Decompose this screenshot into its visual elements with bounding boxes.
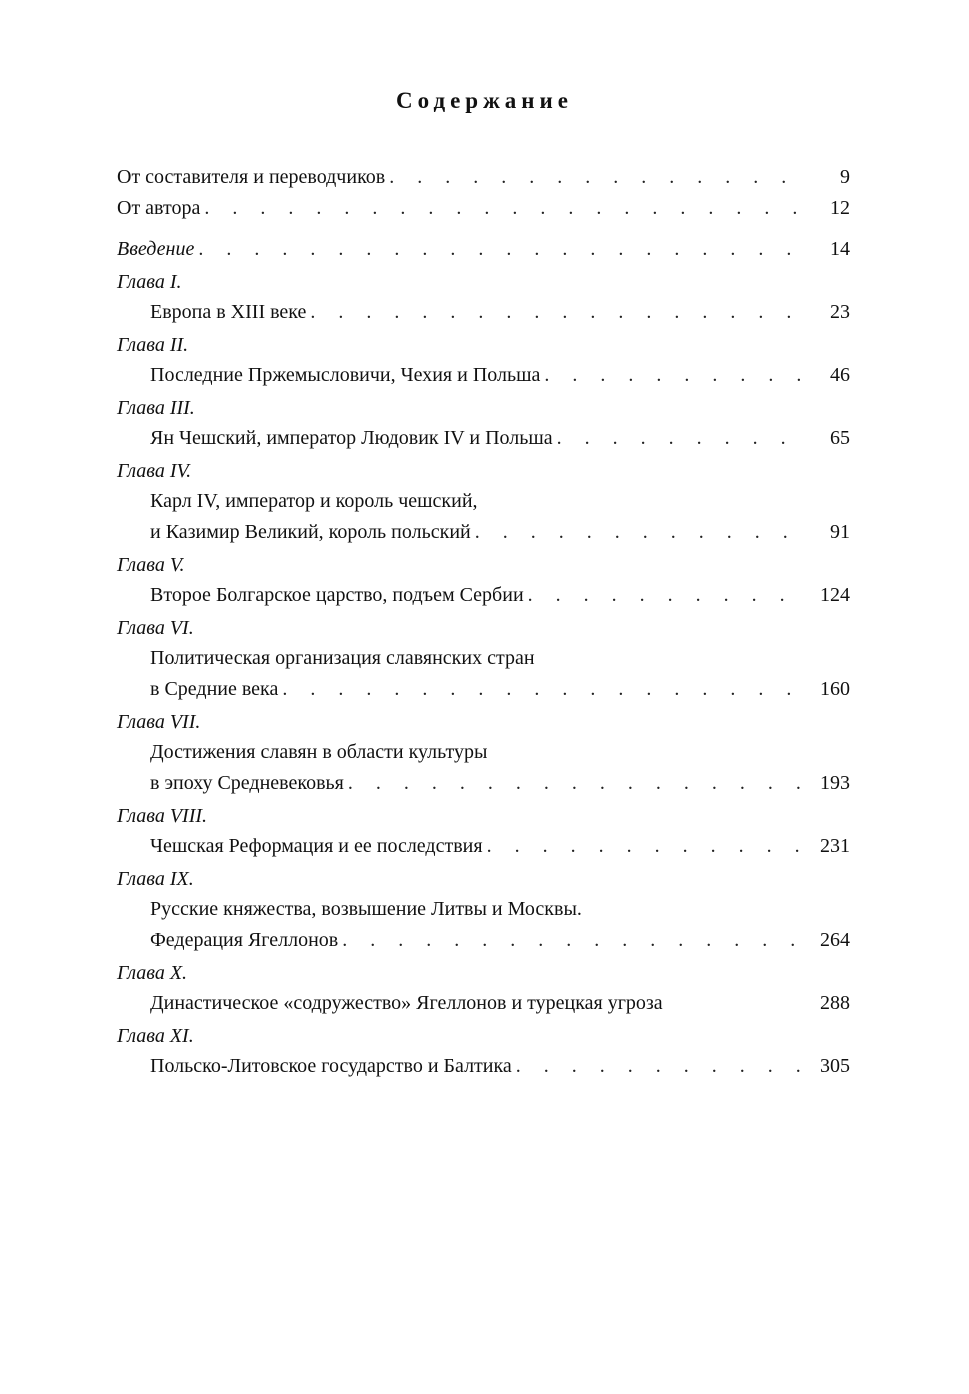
- toc-entry-title: Европа в XIII веке: [150, 301, 307, 323]
- toc-entry-title: Династическое «содружество» Ягеллонов и турецкая угроза: [150, 992, 663, 1014]
- toc-chapter[interactable]: [117, 705, 850, 799]
- toc-entry-title: Польско-Литовское государство и Балтика: [150, 1055, 512, 1077]
- chapter-label: Глава IX.: [117, 868, 194, 890]
- toc-chapter[interactable]: [117, 1019, 850, 1082]
- toc-entry-front-1[interactable]: [117, 193, 850, 224]
- toc-entry-front-0[interactable]: [117, 162, 850, 193]
- spacer: [117, 224, 850, 234]
- toc-page-number: 65: [830, 427, 850, 449]
- toc-entry-title: Карл IV, император и король чешский,: [150, 490, 478, 512]
- chapter-label: Глава VI.: [117, 617, 194, 639]
- chapter-title-line: [117, 580, 850, 611]
- chapter-title-line: [117, 297, 850, 328]
- toc-entry-title: Федерация Ягеллонов: [150, 929, 339, 951]
- toc-chapter[interactable]: [117, 799, 850, 862]
- dot-leader: [198, 234, 800, 265]
- dot-leader: [544, 360, 800, 391]
- toc-page-number: 9: [840, 166, 850, 188]
- chapter-label: Глава X.: [117, 962, 188, 984]
- dot-leader: [475, 517, 800, 548]
- toc-page-number: 46: [830, 364, 850, 386]
- toc-entry-title: Последние Пржемысловичи, Чехия и Польша: [150, 364, 541, 386]
- dot-leader: [310, 297, 800, 328]
- toc-page-number: 91: [830, 521, 850, 543]
- table-of-contents: [117, 162, 850, 1082]
- chapter-title-line: [117, 831, 850, 862]
- toc-entry-title: и Казимир Великий, король польский: [150, 521, 471, 543]
- dot-leader: [557, 423, 800, 454]
- toc-chapter[interactable]: [117, 548, 850, 611]
- chapter-title-line: [117, 423, 850, 454]
- toc-page-number: 124: [820, 584, 850, 606]
- dot-leader: [487, 831, 800, 862]
- toc-page-number: 23: [830, 301, 850, 323]
- toc-chapter[interactable]: [117, 328, 850, 391]
- dot-leader: [348, 768, 800, 799]
- toc-chapter[interactable]: [117, 265, 850, 328]
- dot-leader: [204, 193, 800, 224]
- chapter-title-line: [117, 925, 850, 956]
- page-title: Содержание: [396, 88, 573, 113]
- dot-leader: [342, 925, 800, 956]
- chapter-title-line: [117, 674, 850, 705]
- toc-page-number: 160: [820, 678, 850, 700]
- dot-leader: [528, 580, 800, 611]
- toc-page-number: 231: [820, 835, 850, 857]
- dot-leader: [389, 162, 800, 193]
- toc-entry-title: в Средние века: [150, 678, 279, 700]
- toc-chapter[interactable]: [117, 391, 850, 454]
- toc-chapter[interactable]: [117, 862, 850, 956]
- chapter-title-line: [117, 988, 850, 1019]
- toc-entry-title: Русские княжества, возвышение Литвы и Москвы.: [150, 898, 582, 920]
- chapter-label: Глава VIII.: [117, 805, 208, 827]
- chapter-label: Глава III.: [117, 397, 195, 419]
- toc-entry-title: Второе Болгарское царство, подъем Сербии: [150, 584, 524, 606]
- chapter-label: Глава I.: [117, 271, 182, 293]
- toc-entry-title: От составителя и переводчиков: [117, 166, 386, 188]
- toc-page-number: 12: [830, 197, 850, 219]
- chapter-label: Глава VII.: [117, 711, 201, 733]
- chapter-list: [117, 265, 850, 1082]
- toc-page-number: 305: [820, 1055, 850, 1077]
- chapter-title-line: [117, 894, 850, 925]
- chapter-title-line: [117, 768, 850, 799]
- toc-entry-intro[interactable]: [117, 234, 850, 265]
- toc-entry-title: Политическая организация славянских стран: [150, 647, 535, 669]
- toc-page-number: 14: [830, 238, 850, 260]
- toc-entry-title: Введение: [117, 238, 195, 260]
- chapter-title-line: [117, 360, 850, 391]
- toc-entry-title: Достижения славян в области культуры: [150, 741, 488, 763]
- toc-chapter[interactable]: [117, 454, 850, 548]
- dot-leader: [282, 674, 800, 705]
- chapter-label: Глава V.: [117, 554, 185, 576]
- chapter-label: Глава II.: [117, 334, 189, 356]
- chapter-title-line: [117, 643, 850, 674]
- chapter-title-line: [117, 1051, 850, 1082]
- toc-entry-title: Чешская Реформация и ее последствия: [150, 835, 483, 857]
- chapter-label: Глава IV.: [117, 460, 192, 482]
- chapter-title-line: [117, 737, 850, 768]
- chapter-label: Глава XI.: [117, 1025, 194, 1047]
- toc-entry-title: в эпоху Средневековья: [150, 772, 344, 794]
- toc-entry-title: Ян Чешский, император Людовик IV и Польша: [150, 427, 553, 449]
- toc-entry-title: От автора: [117, 197, 201, 219]
- toc-chapter[interactable]: [117, 956, 850, 1019]
- chapter-title-line: [117, 486, 850, 517]
- toc-chapter[interactable]: [117, 611, 850, 705]
- chapter-title-line: [117, 517, 850, 548]
- dot-leader: [516, 1051, 800, 1082]
- toc-page-number: 288: [820, 992, 850, 1014]
- toc-page-number: 264: [820, 929, 850, 951]
- toc-page-number: 193: [820, 772, 850, 794]
